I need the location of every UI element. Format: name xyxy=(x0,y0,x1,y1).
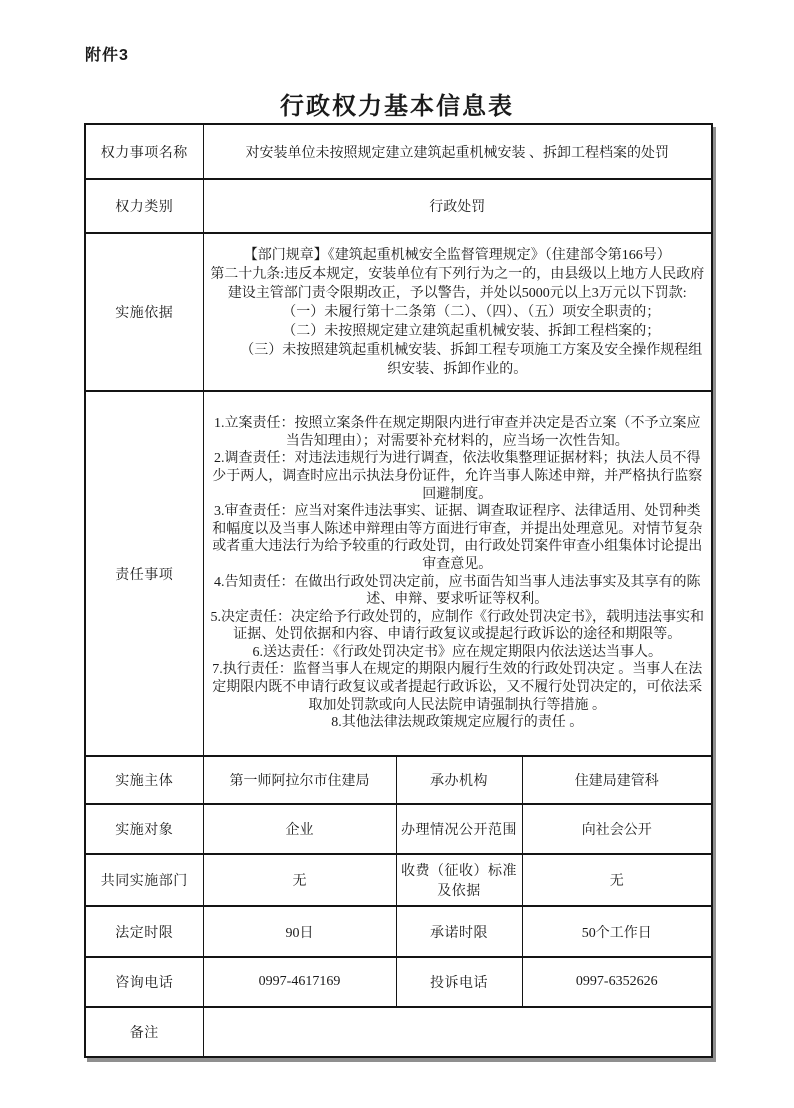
duty-item: 8.其他法律法规政策规定应履行的责任 。 xyxy=(331,715,584,731)
row-value: 0997-4617169 xyxy=(203,957,396,1007)
row-label: 责任事项 xyxy=(85,391,203,756)
row-label: 备注 xyxy=(85,1007,203,1057)
row-label: 咨询电话 xyxy=(85,957,203,1007)
row-value: 无 xyxy=(522,854,712,906)
row-implementation-basis xyxy=(85,233,712,391)
row-label: 权力类别 xyxy=(85,179,203,233)
row-consultation-phone xyxy=(85,957,712,1007)
basis-paragraph: （一）未履行第十二条第（二）、（四）、（五）项安全职责的； xyxy=(282,304,661,320)
row-power-category xyxy=(85,179,712,233)
row-value: 0997-6352626 xyxy=(522,957,712,1007)
duty-item: 3.审查责任：应当对案件违法事实、证据、调查取证程序、法律适用、处罚种类和幅度以及当事人陈述申辩理由等方面进行审查，并提出处理意见。对情节复杂或者重大违法行为给予较重的行政处罚，由行政处罚案件审查小组集体讨论提出审查意见。 xyxy=(212,504,703,572)
row-label: 办理情况公开范围 xyxy=(396,804,522,854)
basis-paragraph: 【部门规章】《建筑起重机械安全监督管理规定》（住建部令第166号） xyxy=(243,247,671,263)
attachment-label: 附件3 xyxy=(85,47,129,64)
row-value xyxy=(203,1007,712,1057)
duty-item: 5.决定责任：决定给予行政处罚的，应制作《行政处罚决定书》，载明违法事实和证据、处罚依据和内容、申请行政复议或提起行政诉讼的途径和期限等。 xyxy=(210,609,704,643)
row-value xyxy=(203,391,712,756)
row-remark xyxy=(85,1007,712,1057)
row-label: 实施依据 xyxy=(85,233,203,391)
page-title: 行政权力基本信息表 xyxy=(280,94,514,120)
row-label: 承诺时限 xyxy=(396,906,522,957)
duty-item: 6.送达责任：《行政处罚决定书》应在规定期限内依法送达当事人。 xyxy=(252,644,662,660)
row-label: 投诉电话 xyxy=(396,957,522,1007)
row-value: 住建局建管科 xyxy=(522,756,712,804)
row-label: 法定时限 xyxy=(85,906,203,957)
basis-paragraph: （二）未按照规定建立建筑起重机械安装、拆卸工程档案的； xyxy=(282,323,661,339)
row-value: 无 xyxy=(203,854,396,906)
row-value: 第一师阿拉尔市住建局 xyxy=(203,756,396,804)
row-value: 企业 xyxy=(203,804,396,854)
row-label: 实施对象 xyxy=(85,804,203,854)
row-statutory-time-limit xyxy=(85,906,712,957)
row-value: 50个工作日 xyxy=(522,906,712,957)
row-label: 共同实施部门 xyxy=(85,854,203,906)
row-value xyxy=(203,233,712,391)
row-label: 收费（征收）标准及依据 xyxy=(396,854,522,906)
row-value: 行政处罚 xyxy=(203,179,712,233)
row-power-item-name xyxy=(85,124,712,179)
duty-item: 4.告知责任：在做出行政处罚决定前，应书面告知当事人违法事实及其享有的陈述、申辩、要求听证等权利。 xyxy=(214,574,701,608)
row-label: 权力事项名称 xyxy=(85,124,203,179)
row-label: 承办机构 xyxy=(396,756,522,804)
info-table xyxy=(84,123,713,1058)
duty-item: 1.立案责任：按照立案条件在规定期限内进行审查并决定是否立案（不予立案应当告知理由）；对需要补充材料的，应当场一次性告知。 xyxy=(214,416,701,449)
duty-item: 7.执行责任：监督当事人在规定的期限内履行生效的行政处罚决定 。当事人在法定期限内既不申请行政复议或者提起行政诉讼，又不履行处罚决定的，可依法采取加处罚款或向人民法院申请强制执行等措施 。 xyxy=(212,662,703,713)
row-value: 对安装单位未按照规定建立建筑起重机械安装 、拆卸工程档案的处罚 xyxy=(203,124,712,179)
row-joint-departments xyxy=(85,854,712,906)
row-implementing-object xyxy=(85,804,712,854)
row-label: 实施主体 xyxy=(85,756,203,804)
row-implementing-subject xyxy=(85,756,712,804)
basis-paragraph: （三）未按照建筑起重机械安装、拆卸工程专项施工方案及安全操作规程组织安装、拆卸作业的。 xyxy=(240,342,703,377)
row-value: 向社会公开 xyxy=(522,804,712,854)
duty-item: 2.调查责任：对违法违规行为进行调查，依法收集整理证据材料；执法人员不得少于两人，调查时应出示执法身份证件，允许当事人陈述申辩，并严格执行监察回避制度。 xyxy=(212,451,703,502)
basis-paragraph: 第二十九条:违反本规定，安装单位有下列行为之一的，由县级以上地方人民政府建设主管部门责令限期改正，予以警告，并处以5000元以上3万元以下罚款: xyxy=(210,266,705,301)
row-value: 90日 xyxy=(203,906,396,957)
row-responsibility-items xyxy=(85,391,712,756)
